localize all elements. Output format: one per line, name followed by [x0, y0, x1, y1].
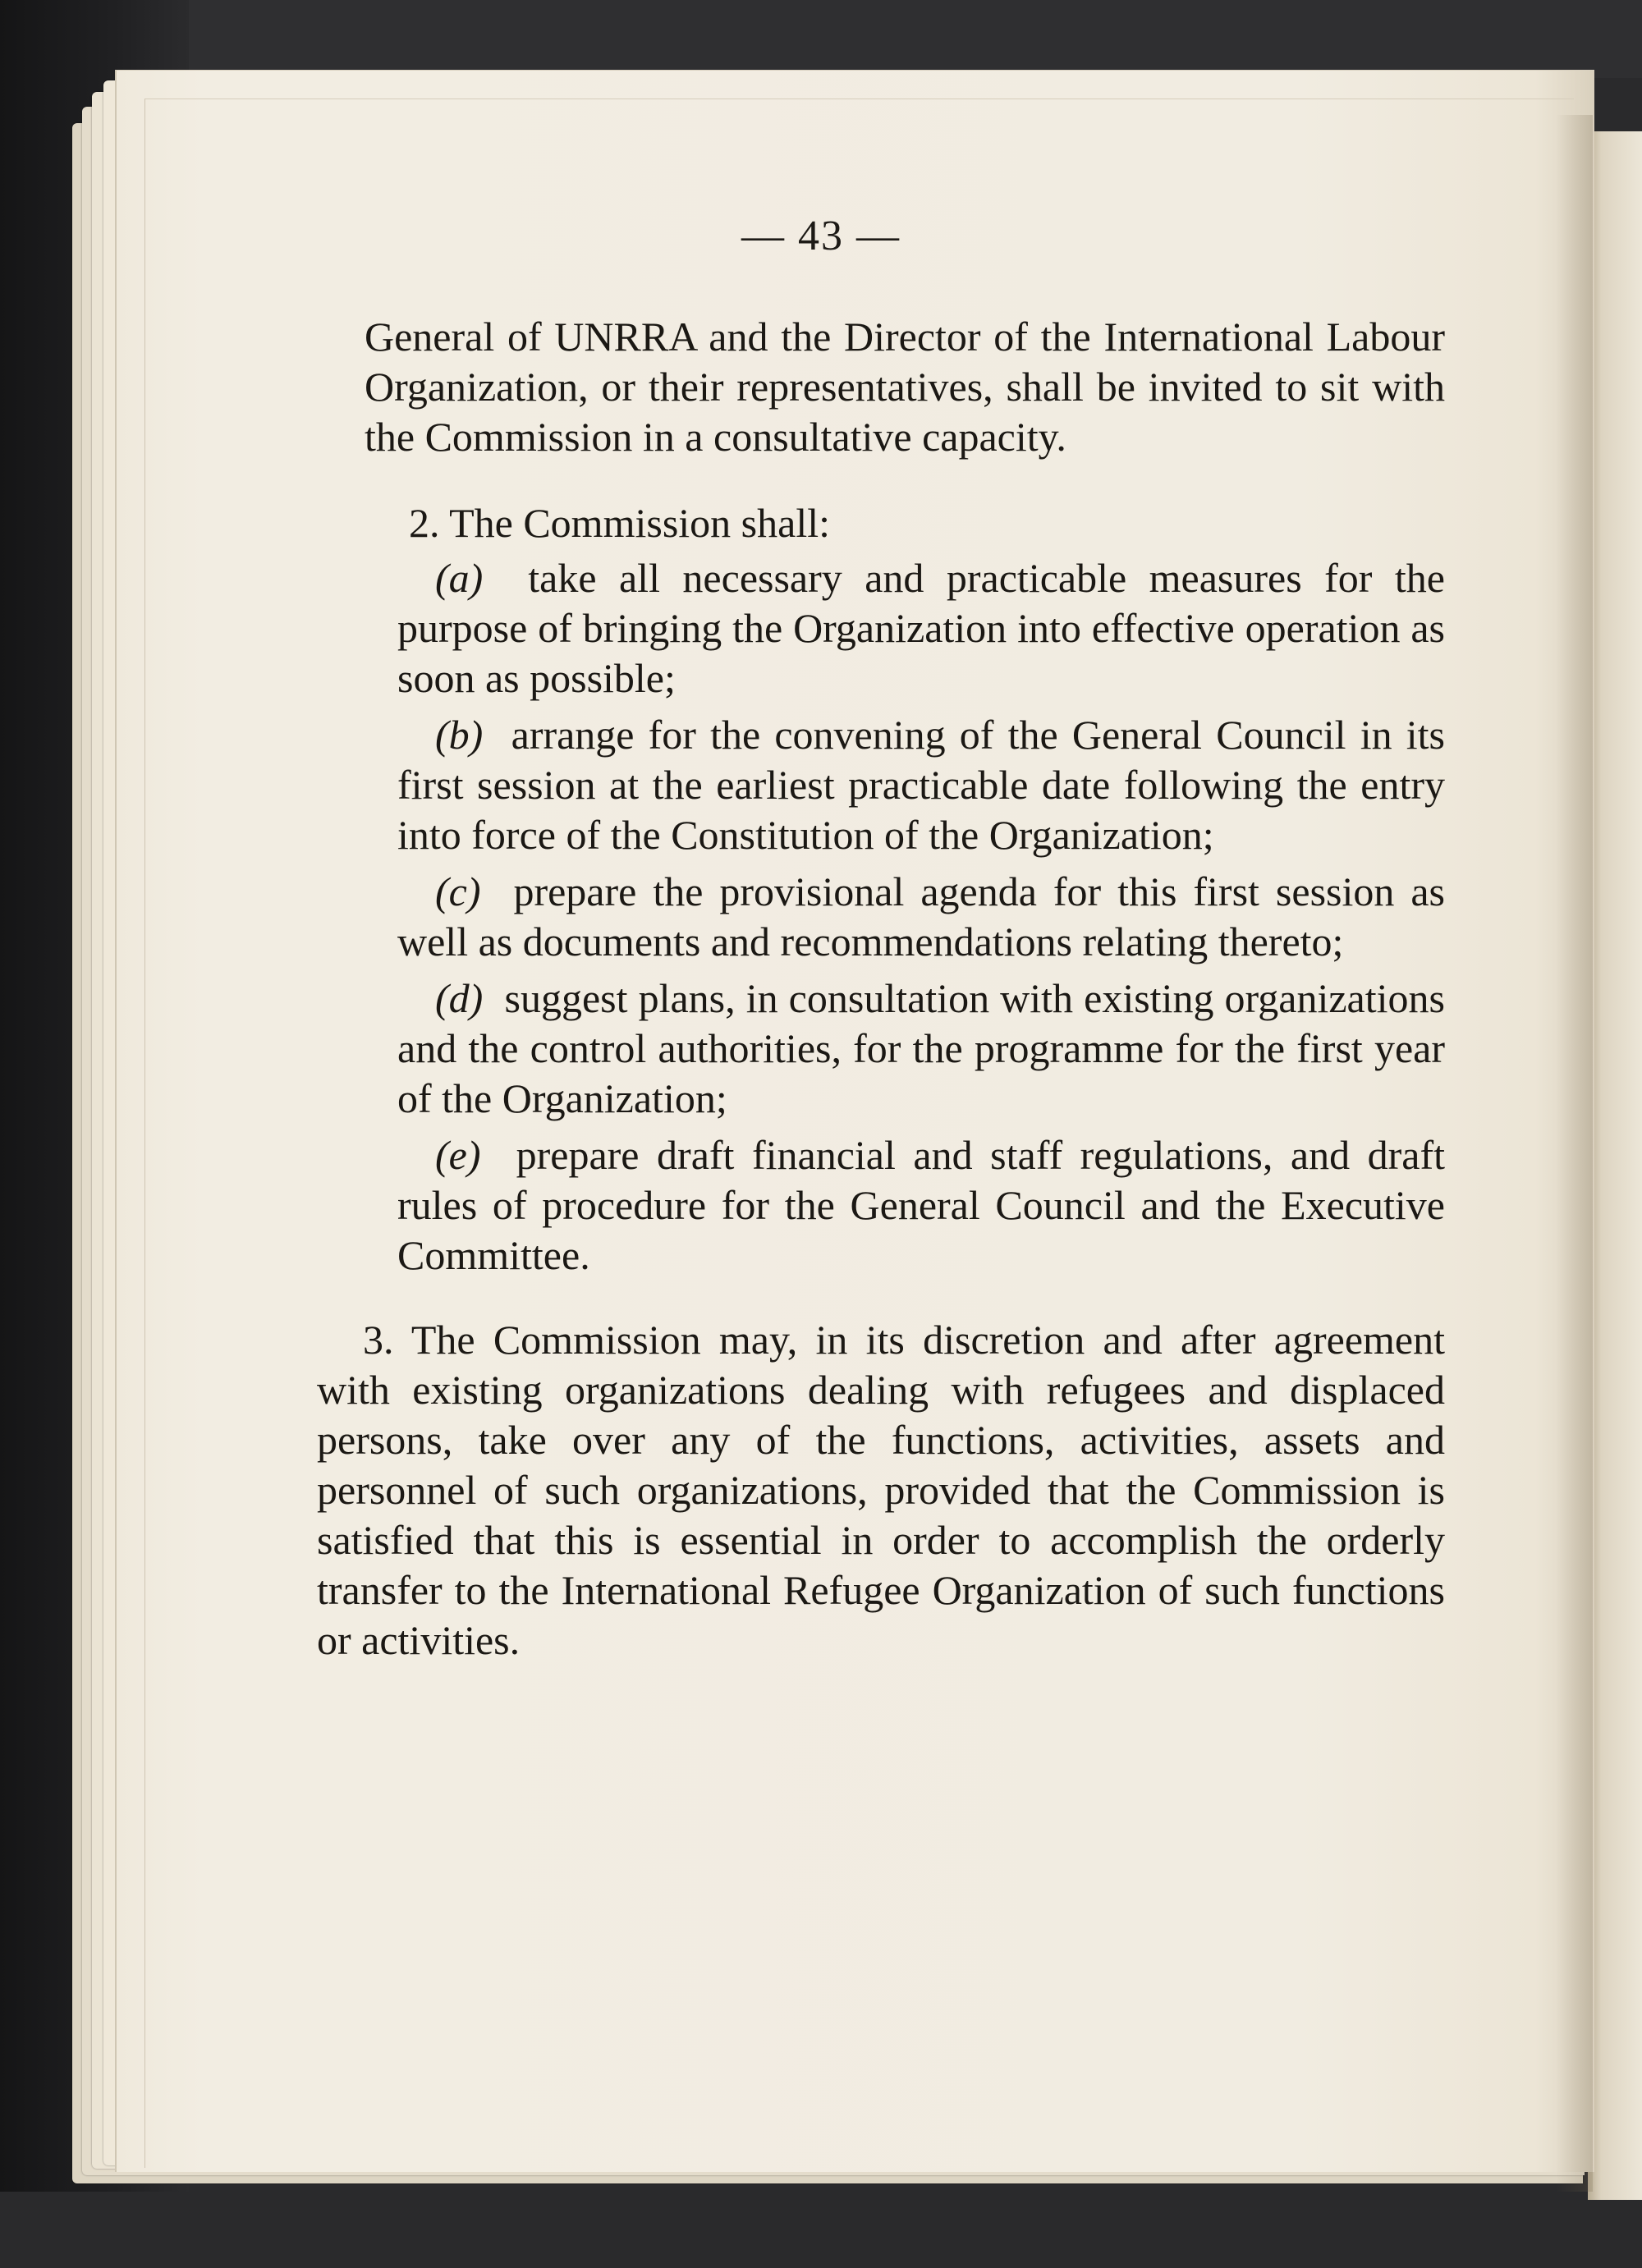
- background-bottom: [0, 2192, 1642, 2268]
- intro-paragraph: General of UNRRA and the Director of the International Labour Organization, or their representatives, shall be invited to sit with the Commission in a consultative capacity.: [365, 314, 1445, 460]
- list-item-d: [365, 974, 1445, 1124]
- gutter-shadow: [1556, 115, 1593, 2192]
- item-text: prepare draft financial and staff regulations, and draft rules of procedure for the General Council and the Executive Committee.: [397, 1132, 1446, 1278]
- item-text: prepare the provisional agenda for this first session as well as documents and recommendations relating thereto;: [397, 868, 1446, 964]
- section-3-paragraph: 3. The Commission may, in its discretion and after agreement with existing organizations dealing with refugees and displaced persons, take over any of the functions, activities, assets and personnel of such organizations, provided that the Commission is satisfied that this is essential in order to accomplish the orderly transfer to the International Refugee Organization of such functions or activities.: [317, 1317, 1445, 1663]
- section-2-heading: 2. The Commission shall:: [409, 500, 830, 546]
- item-letter: (b): [435, 712, 484, 758]
- page-number: — 43 —: [741, 213, 901, 259]
- list-item-b: [365, 710, 1445, 860]
- item-letter: (e): [435, 1132, 481, 1178]
- item-text: take all necessary and practicable measures for the purpose of bringing the Organization into effective operation as soon as possible;: [397, 555, 1445, 701]
- item-letter: (d): [435, 975, 484, 1021]
- item-letter: (c): [435, 868, 481, 914]
- list-item-a: [365, 553, 1445, 703]
- page-body: [317, 312, 1446, 1665]
- facing-page-edge: [1588, 131, 1642, 2200]
- list-item-e: [365, 1130, 1445, 1281]
- item-text: arrange for the convening of the General Council in its first session at the earliest practicable date following the entry into force of the Constitution of the Organization;: [397, 712, 1445, 858]
- list-item-c: [365, 867, 1445, 967]
- item-text: suggest plans, in consultation with existing organizations and the control authorities, for the programme for the first year of the Organization;: [397, 975, 1445, 1121]
- background-top: [0, 0, 1642, 78]
- item-letter: (a): [435, 555, 484, 601]
